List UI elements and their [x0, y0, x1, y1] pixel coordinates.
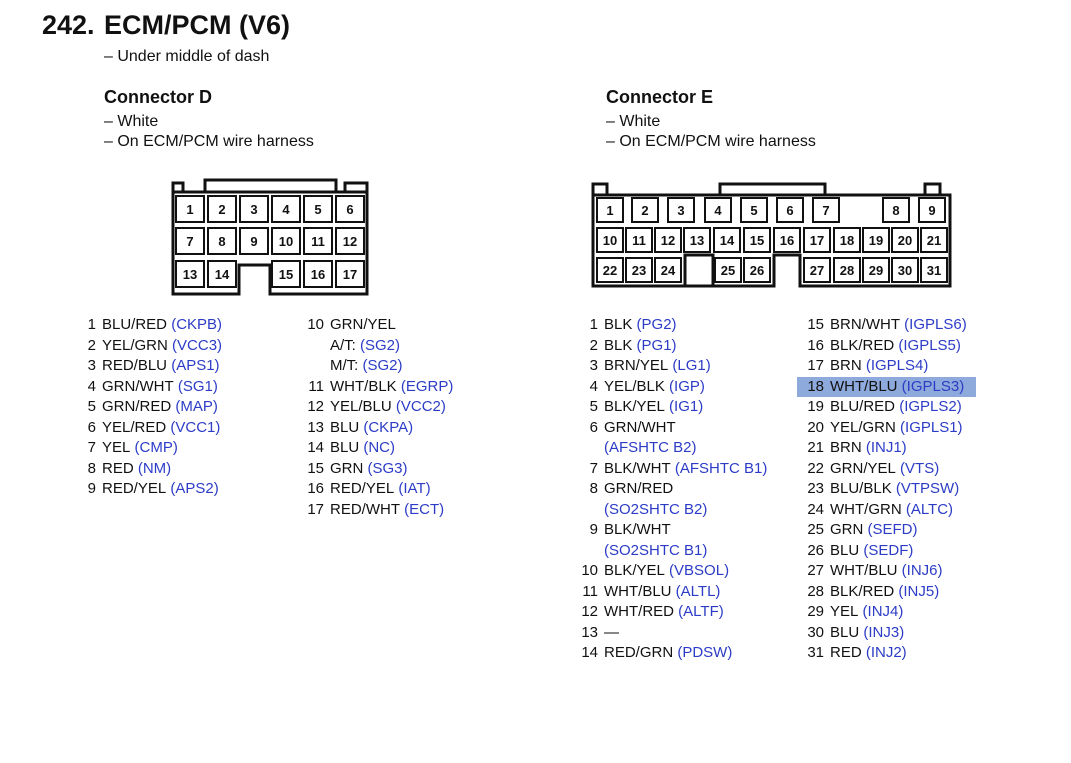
- pin-row: 10 GRN/YEL: [307, 316, 396, 333]
- connector-d-diagram: [160, 170, 380, 305]
- pin-row: 12 WHT/RED (ALTF): [581, 603, 724, 620]
- pin-row: 26 BLU (SEDF): [807, 541, 914, 559]
- svg-text:1: 1: [186, 202, 194, 217]
- svg-text:20: 20: [897, 233, 913, 248]
- pin-row: 11 WHT/BLK (EGRP): [308, 377, 454, 395]
- connector-d-pin-list: [78, 315, 222, 500]
- connector-e-pin-12: [655, 228, 681, 252]
- svg-text:12: 12: [660, 233, 676, 248]
- connector-e-pin-18: [834, 228, 860, 252]
- connector-d-pin-12: [336, 228, 364, 254]
- pin-row: 17 RED/WHT (ECT): [307, 500, 445, 518]
- svg-text:13: 13: [182, 267, 198, 282]
- pin-row-highlighted: 18 WHT/BLU (IGPLS3): [797, 377, 976, 398]
- connector-d-pin-3: [240, 196, 268, 222]
- pin-row: 16 RED/YEL (IAT): [307, 480, 431, 497]
- connector-e-pin-16: [774, 228, 800, 252]
- svg-text:11: 11: [632, 233, 646, 248]
- connector-e-harness: – On ECM/PCM wire harness: [606, 133, 816, 150]
- svg-text:3: 3: [677, 203, 685, 218]
- connector-d-pin-13: [176, 261, 204, 287]
- connector-e-pin-9: [919, 198, 945, 222]
- svg-text:13: 13: [689, 233, 705, 248]
- pin-row: 3 RED/BLU (APS1): [87, 357, 220, 374]
- connector-e-pin-24: [655, 258, 681, 282]
- svg-text:16: 16: [310, 267, 326, 282]
- svg-text:8: 8: [892, 203, 900, 218]
- svg-text:17: 17: [809, 233, 825, 248]
- connector-e-pin-13: [684, 228, 710, 252]
- pin-row: 28 BLK/RED (INJ5): [807, 582, 940, 600]
- pin-row: 13 BLU (CKPA): [307, 418, 414, 436]
- svg-text:1: 1: [606, 203, 614, 218]
- svg-text:5: 5: [314, 202, 322, 217]
- connector-d-color: – White: [104, 113, 159, 130]
- svg-text:25: 25: [720, 263, 736, 278]
- pin-row: 19 BLU/RED (IGPLS2): [807, 398, 962, 415]
- connector-e-pin-31: [921, 258, 947, 282]
- svg-text:18: 18: [839, 233, 855, 248]
- svg-text:4: 4: [714, 203, 722, 218]
- svg-text:31: 31: [926, 263, 942, 278]
- connector-e-pin-27: [804, 258, 830, 282]
- pin-row: 7 YEL (CMP): [87, 439, 178, 456]
- svg-text:5: 5: [750, 203, 758, 218]
- connector-d-title: Connector D: [104, 87, 212, 107]
- connector-e-pin-15: [744, 228, 770, 252]
- connector-d-pin-9: [240, 228, 268, 254]
- pin-row: 8 GRN/RED: [589, 480, 674, 497]
- pin-row: 22 GRN/YEL (VTS): [807, 459, 940, 477]
- svg-text:12: 12: [342, 234, 358, 249]
- connector-e-pin-7: [813, 198, 839, 222]
- connector-e-pin-8: [883, 198, 909, 222]
- svg-text:4: 4: [282, 202, 290, 217]
- pin-variant-mt: M/T: (SG2): [330, 357, 403, 374]
- pin-row: 11 WHT/BLU (ALTL): [582, 582, 721, 600]
- svg-text:28: 28: [839, 263, 855, 278]
- svg-text:30: 30: [897, 263, 913, 278]
- svg-text:29: 29: [868, 263, 884, 278]
- connector-d-pin-11: [304, 228, 332, 254]
- svg-text:21: 21: [926, 233, 942, 248]
- connector-d-harness: – On ECM/PCM wire harness: [104, 133, 314, 150]
- connector-e-title: Connector E: [606, 87, 714, 107]
- pin-row: 16 BLK/RED (IGPLS5): [807, 336, 961, 354]
- svg-text:16: 16: [779, 233, 795, 248]
- svg-text:14: 14: [214, 267, 230, 282]
- connector-e-pin-2: [632, 198, 658, 222]
- pin-row: 29 YEL (INJ4): [807, 603, 904, 620]
- pin-variant-at: A/T: (SG2): [330, 336, 401, 354]
- connector-e-pin-21: [921, 228, 947, 252]
- pin-row: 9 BLK/WHT: [589, 521, 671, 538]
- connector-e-pins-column-2: [800, 315, 976, 664]
- svg-text:15: 15: [749, 233, 765, 248]
- connector-e-header: [606, 87, 816, 152]
- pin-signal-wrapped: (SO2SHTC B1): [604, 541, 708, 559]
- pin-row: 15 GRN (SG3): [307, 459, 408, 477]
- connector-e-pin-22: [597, 258, 623, 282]
- svg-text:8: 8: [218, 234, 226, 249]
- pin-row: 2 BLK (PG1): [589, 336, 677, 354]
- component-location: – Under middle of dash: [104, 48, 270, 65]
- pin-row: 24 WHT/GRN (ALTC): [807, 500, 954, 518]
- svg-text:19: 19: [868, 233, 884, 248]
- svg-text:2: 2: [218, 202, 226, 217]
- pin-row: 6 YEL/RED (VCC1): [87, 418, 221, 436]
- connector-d-pin-8: [208, 228, 236, 254]
- connector-d-pin-4: [272, 196, 300, 222]
- connector-d-pin-7: [176, 228, 204, 254]
- svg-text:7: 7: [822, 203, 830, 218]
- svg-text:10: 10: [602, 233, 618, 248]
- pin-row: 4 YEL/BLK (IGP): [589, 377, 705, 395]
- pin-row: 1 BLK (PG2): [589, 316, 677, 333]
- pin-row: 13 —: [581, 623, 619, 641]
- connector-d-pin-17: [336, 261, 364, 287]
- svg-text:22: 22: [602, 263, 618, 278]
- connector-d-pin-1: [176, 196, 204, 222]
- connector-e-pin-30: [892, 258, 918, 282]
- connector-e-pin-20: [892, 228, 918, 252]
- connector-d-description: [104, 112, 314, 152]
- pin-row: 4 GRN/WHT (SG1): [87, 377, 218, 395]
- pin-row: 2 YEL/GRN (VCC3): [87, 336, 223, 354]
- pin-row: 20 YEL/GRN (IGPLS1): [807, 418, 963, 436]
- connector-e-pin-6: [777, 198, 803, 222]
- svg-text:10: 10: [278, 234, 294, 249]
- svg-text:9: 9: [250, 234, 258, 249]
- connector-d-pin-10: [272, 228, 300, 254]
- page-title: [42, 10, 290, 41]
- pin-row: 7 BLK/WHT (AFSHTC B1): [589, 459, 768, 477]
- pin-row: 31 RED (INJ2): [807, 644, 907, 661]
- connector-e-diagram: [585, 170, 965, 305]
- pin-row: 9 RED/YEL (APS2): [87, 480, 219, 497]
- pin-row: 27 WHT/BLU (INJ6): [807, 562, 943, 579]
- connector-e-pin-5: [741, 198, 767, 222]
- connector-e-pin-17: [804, 228, 830, 252]
- connector-e-pin-11: [626, 228, 652, 252]
- connector-d-pin-2: [208, 196, 236, 222]
- pin-row: 12 YEL/BLU (VCC2): [307, 398, 446, 415]
- svg-text:9: 9: [928, 203, 936, 218]
- svg-text:6: 6: [346, 202, 354, 217]
- pin-row: 5 BLK/YEL (IG1): [589, 398, 704, 415]
- connector-e-pin-10: [597, 228, 623, 252]
- svg-text:24: 24: [660, 263, 676, 278]
- connector-e-pin-4: [705, 198, 731, 222]
- connector-e-pin-26: [744, 258, 770, 282]
- pin-row: 15 BRN/WHT (IGPLS6): [807, 316, 967, 333]
- pin-signal-wrapped: (AFSHTC B2): [604, 439, 697, 456]
- connector-d-pin-16: [304, 261, 332, 287]
- svg-text:14: 14: [719, 233, 735, 248]
- connector-d-header: [104, 87, 314, 152]
- connector-d-pins-column-1: [78, 315, 222, 500]
- svg-text:23: 23: [631, 263, 647, 278]
- section-number: 242.: [42, 10, 95, 40]
- svg-text:6: 6: [786, 203, 794, 218]
- pin-row: 25 GRN (SEFD): [807, 521, 918, 538]
- pin-row: 8 RED (NM): [87, 459, 172, 477]
- connector-e-pin-14: [714, 228, 740, 252]
- pin-row: 3 BRN/YEL (LG1): [589, 357, 711, 374]
- pin-row: 6 GRN/WHT: [589, 418, 676, 436]
- pin-row: 14 BLU (NC): [307, 439, 396, 456]
- svg-text:3: 3: [250, 202, 258, 217]
- connector-e-color: – White: [606, 113, 661, 130]
- connector-e-pin-25: [715, 258, 741, 282]
- connector-d-pin-15: [272, 261, 300, 287]
- pin-signal-wrapped: (SO2SHTC B2): [604, 500, 708, 518]
- connector-e-pin-28: [834, 258, 860, 282]
- pin-row: 30 BLU (INJ3): [807, 623, 905, 641]
- svg-text:15: 15: [278, 267, 294, 282]
- connector-e-description: [606, 112, 816, 152]
- component-name: ECM/PCM (V6): [104, 10, 291, 40]
- svg-text:2: 2: [641, 203, 649, 218]
- svg-text:27: 27: [809, 263, 825, 278]
- svg-text:11: 11: [311, 234, 325, 249]
- pin-row: 5 GRN/RED (MAP): [87, 398, 218, 415]
- pin-row: 10 BLK/YEL (VBSOL): [581, 562, 730, 579]
- connector-e-pin-1: [597, 198, 623, 222]
- connector-d-pin-14: [208, 261, 236, 287]
- connector-e-pin-23: [626, 258, 652, 282]
- connector-e-pin-19: [863, 228, 889, 252]
- pin-row: 17 BRN (IGPLS4): [807, 357, 929, 374]
- svg-text:26: 26: [749, 263, 765, 278]
- connector-e-pins-column-1: [576, 315, 767, 664]
- pin-row: 21 BRN (INJ1): [807, 439, 907, 456]
- connector-e-pin-29: [863, 258, 889, 282]
- pin-row: 23 BLU/BLK (VTPSW): [807, 480, 960, 497]
- connector-d-pin-6: [336, 196, 364, 222]
- connector-d-pin-5: [304, 196, 332, 222]
- svg-text:7: 7: [186, 234, 194, 249]
- connector-e-pin-3: [668, 198, 694, 222]
- pin-row: 14 RED/GRN (PDSW): [581, 644, 733, 661]
- pin-row: 1 BLU/RED (CKPB): [87, 316, 223, 333]
- svg-text:17: 17: [342, 267, 358, 282]
- connector-d-pins-column-2: [300, 315, 453, 520]
